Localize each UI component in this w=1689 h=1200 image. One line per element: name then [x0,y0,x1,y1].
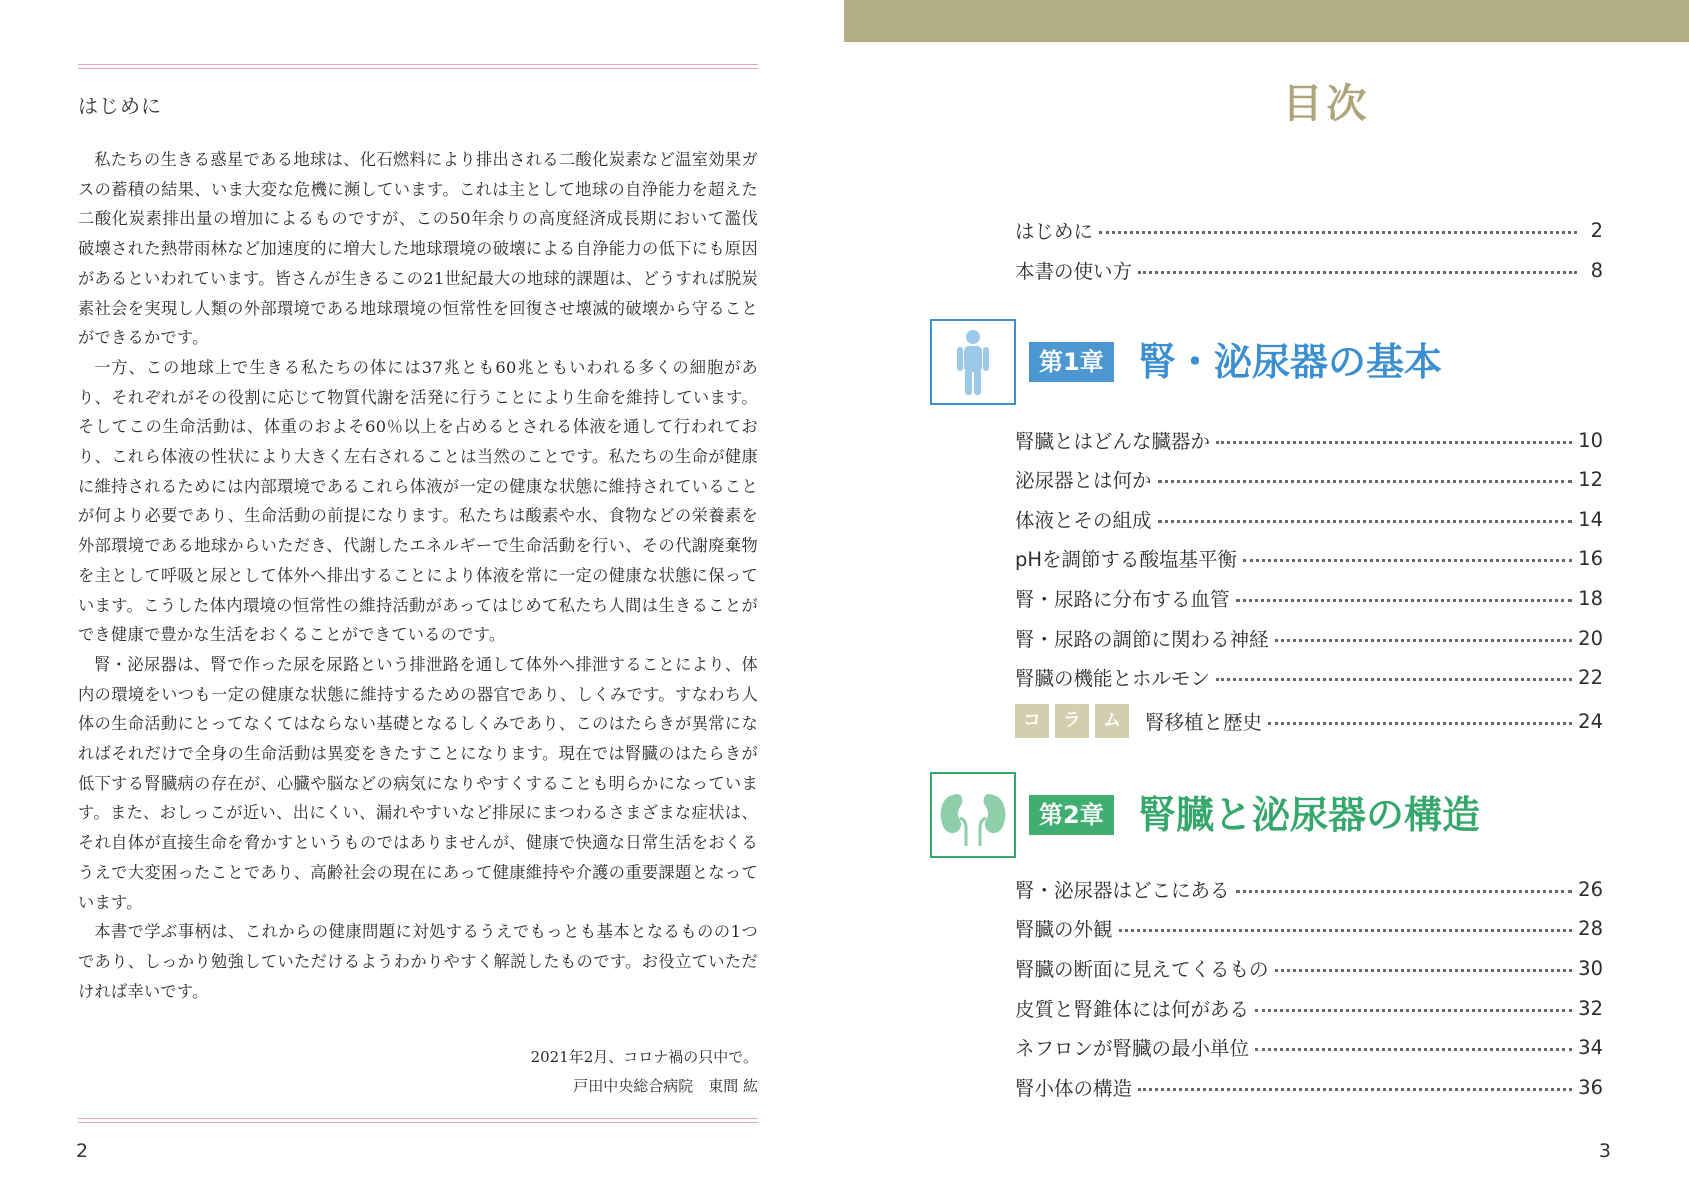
toc-entry-label: 腎・泌尿器はどこにある [1015,879,1230,902]
toc-entry-page: 10 [1578,428,1603,452]
leader-dots [1255,1009,1572,1012]
toc-entry[interactable] [1015,425,1603,455]
toc-entry[interactable] [1015,1032,1603,1062]
toc-entry-label: 泌尿器とは何か [1015,469,1152,492]
toc-entry-label: 腎・尿路に分布する血管 [1015,588,1230,611]
chapter-tag: 第1章 [1029,342,1114,382]
toc-entry[interactable] [1015,662,1603,692]
chapter-title: 腎・泌尿器の基本 [1138,340,1443,384]
toc-entry-label: 本書の使い方 [1015,260,1133,283]
chapter-title: 腎臓と泌尿器の構造 [1138,793,1481,837]
leader-dots [1236,890,1573,893]
toc-entry-page: 18 [1578,586,1603,610]
toc-entry[interactable] [1015,464,1603,494]
leader-dots [1275,969,1573,972]
toc-entry-label: pHを調節する酸塩基平衡 [1015,548,1238,571]
bottom-rule [78,1118,758,1123]
chapter-2-heading[interactable] [930,772,1590,860]
signature-author: 戸田中央総合病院 東間 紘 [573,1077,758,1095]
leader-dots [1255,1048,1572,1051]
toc-entry-label: 腎臓の断面に見えてくるもの [1015,958,1269,981]
column-badge-char: ラ [1055,704,1089,738]
left-page [0,0,844,1200]
column-badge-char: コ [1015,704,1049,738]
toc-entry-page: 16 [1578,546,1603,570]
leader-dots [1138,1088,1572,1091]
toc-entry-page: 34 [1578,1035,1603,1059]
leader-dots [1243,559,1572,562]
right-page [844,0,1689,1200]
toc-entry[interactable] [1015,1072,1603,1102]
leader-dots [1099,231,1577,234]
toc-entry[interactable] [1015,215,1603,245]
page-number: 3 [1598,1140,1611,1162]
toc-entry-label: 腎・尿路の調節に関わる神経 [1015,628,1269,651]
toc-entry[interactable] [1015,504,1603,534]
toc-entry-label: 腎臓とはどんな臓器か [1015,430,1211,453]
page-number: 2 [76,1140,89,1162]
toc-entry-label: 腎小体の構造 [1015,1077,1133,1100]
column-badge-char: ム [1095,704,1129,738]
preface-heading: はじめに [78,94,162,118]
toc-entry-label: はじめに [1015,220,1094,243]
toc-entry-page: 30 [1578,956,1603,980]
preface-body [78,145,758,1006]
toc-entry[interactable] [1015,583,1603,613]
toc-entry-label: 腎臓の機能とホルモン [1015,667,1211,690]
preface-paragraph: 私たちの生きる惑星である地球は、化石燃料により排出される二酸化炭素など温室効果ガスの蓄積の結果、いま大変な危機に瀕しています。これは主として地球の自浄能力を超えた二酸化炭素排出量の増加によるものですが、この50年余りの高度経済成長期において濫伐破壊された熱帯雨林など加速度的に増大した地球環境の破壊による自浄能力の低下にも原因があるといわれています。皆さんが生きるこの21世紀最大の地球的課題は、どうすれば脱炭素社会を実現し人類の外部環境である地球環境の恒常性を回復させ壊滅的破壊から守ることができるかです。 [78,150,758,348]
leader-dots [1275,639,1573,642]
leader-dots [1158,480,1573,483]
toc-entry-column[interactable] [1015,706,1603,736]
person-icon [930,319,1016,405]
toc-entry[interactable] [1015,623,1603,653]
leader-dots [1158,520,1573,523]
toc-entry[interactable] [1015,543,1603,573]
toc-entry-page: 8 [1590,258,1603,282]
toc-entry[interactable] [1015,255,1603,285]
toc-entry[interactable] [1015,993,1603,1023]
toc-entry-label: 体液とその組成 [1015,509,1152,532]
toc-entry-page: 20 [1578,626,1603,650]
toc-entry-label: 皮質と腎錐体には何がある [1015,998,1250,1021]
signature [531,1043,758,1101]
leader-dots [1268,722,1572,725]
column-badge [1015,704,1129,738]
toc-entry-page: 2 [1590,218,1603,242]
toc-entry[interactable] [1015,953,1603,983]
toc-title: 目次 [1282,81,1371,127]
leader-dots [1138,271,1577,274]
leader-dots [1236,599,1573,602]
toc-entry[interactable] [1015,874,1603,904]
top-rule [78,64,758,69]
toc-entry-page: 26 [1578,877,1603,901]
toc-entry-page: 32 [1578,996,1603,1020]
leader-dots [1216,678,1572,681]
kidney-icon [930,772,1016,858]
toc-entry-label: 腎移植と歴史 [1145,711,1263,734]
toc-entry-page: 12 [1578,467,1603,491]
toc-entry[interactable] [1015,913,1603,943]
leader-dots [1119,929,1573,932]
preface-paragraph: 一方、この地球上で生きる私たちの体には37兆とも60兆ともいわれる多くの細胞があり、それぞれがその役割に応じて物質代謝を活発に行うことにより生命を維持しています。そしてこの生命活動は、体重のおよそ60％以上を占めるとされる体液を通して行われており、これら体液の性状により大きく左右されることは当然のことです。私たちの生命が健康に維持されるためには内部環境であるこれら体液が一定の健康な状態に維持されていることが何より必要であり、生命活動の前提になります。私たちは酸素や水、食物などの栄養素を外部環境である地球からいただき、代謝したエネルギーで生命活動を行い、その代謝廃棄物を主として呼吸と尿として体外へ排出することにより体液を常に一定の健康な状態に保っています。こうした体内環境の恒常性の維持活動があってはじめて私たち人間は生きることができ健康で豊かな生活をおくることができているのです。 [78,357,758,645]
toc-entry-page: 22 [1578,665,1603,689]
preface-paragraph: 腎・泌尿器は、腎で作った尿を尿路という排泄路を通して体外へ排泄することにより、体内の環境をいつも一定の健康な状態に維持するための器官であり、しくみです。すなわち人体の生命活動にとってなくてはならない基礎となるしくみであり、このはたらきが異常になればそれだけで全身の生命活動は異変をきたすことになります。現在では腎臓のはたらきが低下する腎臓病の存在が、心臓や脳などの病気になりやすくすることも明らかになっています。また、おしっこが近い、出にくい、漏れやすいなど排尿にまつわるさまざまな症状は、それ自体が直接生命を脅かすというものではありませんが、健康で快適な日常生活をおくるうえで大変困ったことであり、高齢社会の現在にあって健康維持や介護の重要課題となっています。 [78,654,758,912]
toc-entry-page: 24 [1578,709,1603,733]
signature-date: 2021年2月、コロナ禍の只中で。 [530,1048,758,1066]
toc-entry-page: 14 [1578,507,1603,531]
toc-entry-page: 28 [1578,916,1603,940]
toc-entry-label: 腎臓の外観 [1015,918,1113,941]
toc-entry-page: 36 [1578,1075,1603,1099]
toc-entry-label: ネフロンが腎臓の最小単位 [1015,1037,1250,1060]
leader-dots [1216,441,1572,444]
preface-paragraph: 本書で学ぶ事柄は、これからの健康問題に対処するうえでもっとも基本となるものの1つであり、しっかり勉強していただけるようわかりやすく解説したものです。お役立ていただければ幸いです。 [78,922,758,1001]
chapter-tag: 第2章 [1029,795,1114,835]
chapter-1-heading[interactable] [930,319,1590,407]
header-accent-bar [844,0,1689,42]
